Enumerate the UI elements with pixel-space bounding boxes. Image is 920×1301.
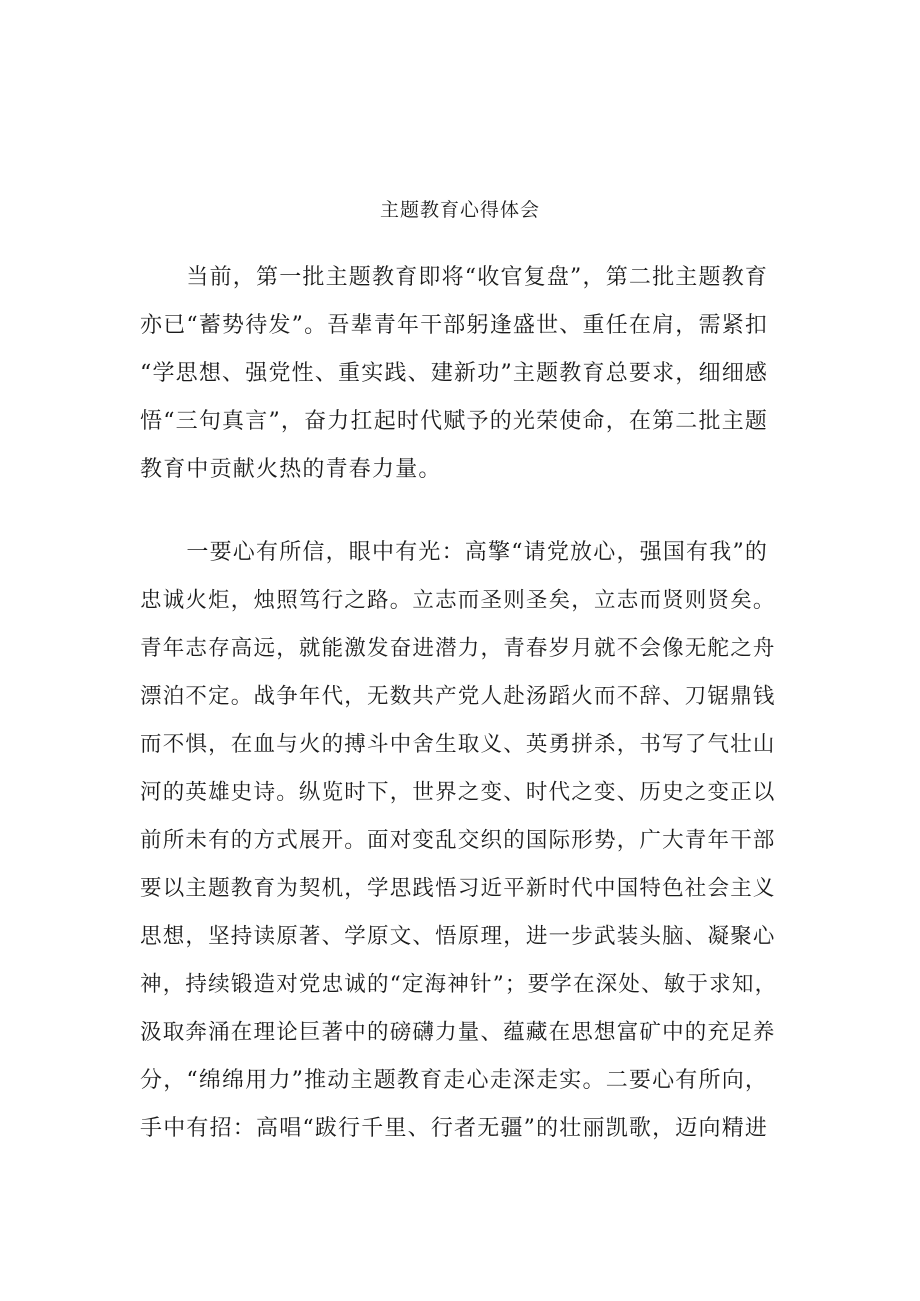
text-line: 忠诚火炬，烛照笃行之路。立志而圣则圣矣，立志而贤则贤矣。 — [140, 588, 776, 613]
text-line: 要以主题教育为契机，学思践悟习近平新时代中国特色社会主义 — [140, 876, 776, 901]
document-title: 主题教育心得体会 — [379, 199, 540, 221]
text-line: 教育中贡献火热的青春力量。 — [140, 457, 442, 482]
text-line: 河的英雄史诗。纵览时下，世界之变、时代之变、历史之变正以 — [140, 780, 776, 805]
text-line: 青年志存高远，就能激发奋进潜力，青春岁月就不会像无舵之舟 — [140, 636, 776, 661]
text-line: 当前，第一批主题教育即将“收官复盘”，第二批主题教育 — [140, 265, 769, 290]
text-line: 手中有招：高唱“跋行千里、行者无疆”的壮丽凯歌，迈向精进 — [140, 1116, 769, 1141]
text-line: “学思想、强党性、重实践、建新功”主题教育总要求，细细感 — [140, 361, 769, 386]
text-line: 悟“三句真言”，奋力扛起时代赋予的光荣使命，在第二批主题 — [140, 409, 769, 434]
text-line: 而不惧，在血与火的搏斗中舍生取义、英勇拼杀，书写了气壮山 — [140, 732, 776, 757]
text-line: 前所未有的方式展开。面对变乱交织的国际形势，广大青年干部 — [140, 828, 776, 853]
text-line: 一要心有所信，眼中有光：高擎“请党放心，强国有我”的 — [140, 540, 769, 565]
text-line: 漂泊不定。战争年代，无数共产党人赴汤蹈火而不辞、刀锯鼎钱 — [140, 684, 776, 709]
text-line: 思想，坚持读原著、学原文、悟原理，进一步武装头脑、凝聚心 — [140, 924, 776, 949]
paragraph-intro — [140, 254, 785, 494]
text-line: 神，持续锻造对党忠诚的“定海神针”；要学在深处、敏于求知， — [140, 972, 778, 997]
paragraph-body — [140, 529, 785, 1153]
text-line: 亦已“蓄势待发”。吾辈青年干部躬逢盛世、重任在肩，需紧扣 — [140, 313, 769, 338]
text-line: 分，“绵绵用力”推动主题教育走心走深走实。二要心有所向， — [140, 1068, 769, 1093]
text-line: 汲取奔涌在理论巨著中的磅礴力量、蕴藏在思想富矿中的充足养 — [140, 1020, 776, 1045]
